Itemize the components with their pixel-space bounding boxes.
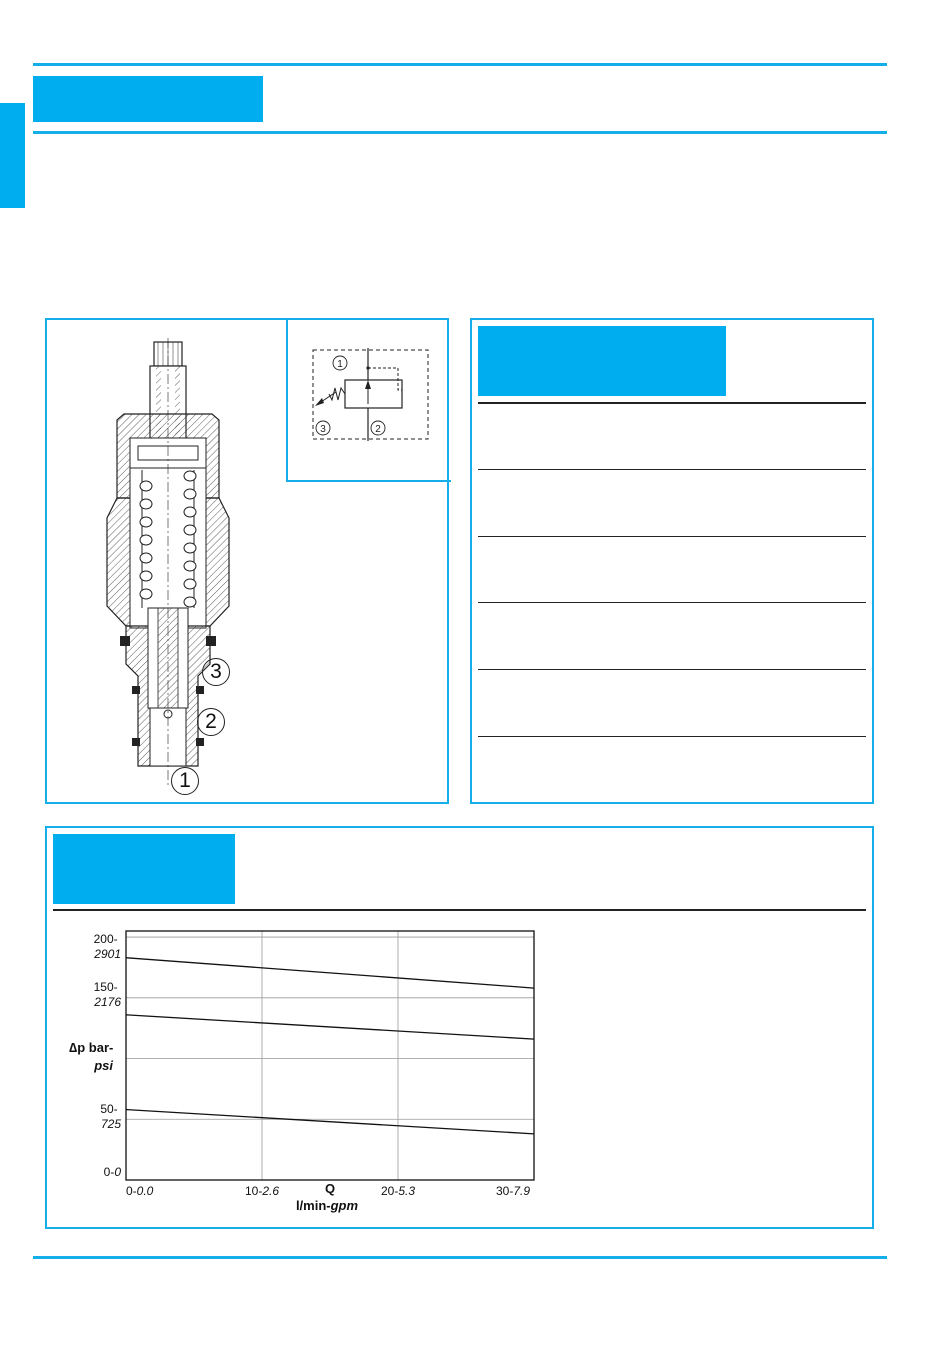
plot-frame — [126, 931, 534, 1180]
side-edge-tab — [0, 103, 25, 208]
x-axis-symbol: Q — [324, 1181, 336, 1196]
performance-header-rule — [53, 909, 866, 911]
specifications-title-block — [478, 326, 726, 396]
series-line-1 — [126, 958, 534, 988]
port-callout-1 — [171, 767, 199, 795]
y-tick-label: 0-0 — [103, 1165, 121, 1179]
y-tick-label: 200- 2901 — [93, 932, 121, 961]
chart-series — [126, 958, 534, 1134]
y-tick-label: 50- 725 — [100, 1102, 121, 1131]
series-line-3 — [126, 1110, 534, 1134]
spec-row-divider — [478, 402, 866, 404]
x-tick-label: 10-2.6 — [244, 1184, 280, 1198]
top-rule — [33, 63, 887, 66]
port-label-3: 3 — [210, 660, 222, 683]
specifications-panel — [470, 318, 874, 804]
spec-row-divider — [478, 469, 866, 470]
header-title-block — [33, 76, 263, 122]
spec-row-divider — [478, 736, 866, 737]
hydraulic-symbol-inset — [286, 318, 451, 482]
y-axis-label: ∆p bar- psi — [69, 1040, 114, 1073]
port-callout-2 — [197, 708, 225, 736]
chart-grid — [126, 931, 534, 1180]
port-label-2: 2 — [205, 710, 217, 733]
x-axis-units: l/min-gpm — [295, 1198, 359, 1213]
drawing-panel — [45, 318, 449, 804]
spec-row-divider — [478, 602, 866, 603]
x-tick-label: 20-5.3 — [380, 1184, 416, 1198]
bottom-rule — [33, 1256, 887, 1259]
svg-text:1: 1 — [337, 359, 343, 370]
y-tick-label: 150- 2176 — [93, 980, 121, 1009]
svg-text:2: 2 — [375, 424, 381, 435]
svg-text:3: 3 — [320, 424, 326, 435]
header-underline-rule — [33, 131, 887, 134]
x-tick-label: 0-0.0 — [126, 1184, 154, 1198]
port-callout-3 — [202, 658, 230, 686]
spec-row-divider — [478, 536, 866, 537]
x-tick-label: 30-7.9 — [495, 1184, 530, 1198]
hydraulic-symbol — [288, 318, 449, 478]
port-label-1: 1 — [179, 769, 191, 792]
spec-row-divider — [478, 669, 866, 670]
pressure-drop-chart — [55, 920, 555, 1220]
series-line-2 — [126, 1015, 534, 1039]
performance-title-block — [53, 834, 235, 904]
